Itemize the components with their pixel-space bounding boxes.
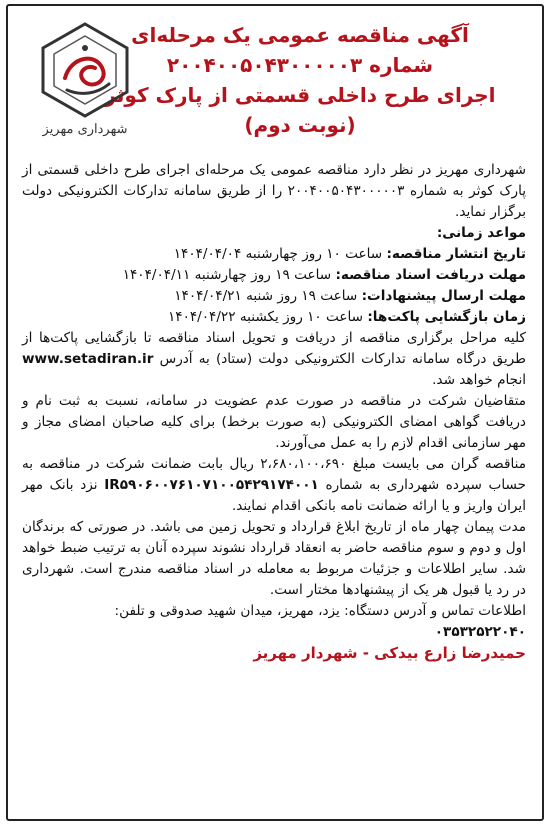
schedule-label: زمان بازگشایی پاکت‌ها:	[367, 309, 526, 325]
notice-body	[10, 160, 540, 664]
municipality-logo	[26, 16, 144, 156]
schedule-label: تاریخ انتشار مناقصه:	[386, 246, 526, 262]
signer-name: حمیدرضا زارع بیدکی - شهردار مهریز	[253, 644, 526, 662]
schedule-row-documents	[22, 265, 526, 286]
mehriz-municipality-logo-icon	[37, 20, 133, 120]
guarantee-text: مناقصه گران می بایست مبلغ ۲،۶۸۰،۱۰۰،۶۹۰ ریال بابت ضمانت شرکت در مناقصه به حساب سپرده شهرداری به شماره	[22, 456, 527, 493]
logo-caption: شهرداری مهریز	[42, 122, 128, 137]
schedule-value: ساعت ۱۰ روز یکشنبه ۱۴۰۴/۰۴/۲۲	[167, 309, 364, 325]
setadiran-link[interactable]: www.setadiran.ir	[22, 351, 154, 367]
process-paragraph	[22, 328, 526, 391]
notice-title-block	[100, 20, 500, 140]
guarantee-text-end: نزد بانک مهر ایران واریز و یا ارائه ضمانت نامه بانکی اقدام نمایند.	[22, 477, 526, 514]
schedule-label: مهلت ارسال پیشنهادات:	[361, 288, 526, 304]
iban-number: IR۵۹۰۶۰۰۷۶۱۰۷۱۰۰۵۴۲۹۱۷۴۰۰۱	[104, 477, 319, 493]
process-text: کلیه مراحل برگزاری مناقصه از دریافت و تحویل اسناد مناقصه تا بازگشایی پاکت‌ها از طریق درگاه سامانه تدارکات الکترونیکی دولت (ستاد) به آدرس	[22, 330, 527, 367]
intro-paragraph: شهرداری مهریز در نظر دارد مناقصه عمومی یک مرحله‌ای اجرای طرح داخلی قسمتی از پارک کوثر به شماره ۲۰۰۴۰۰۵۰۴۳۰۰۰۰۰۳ را از طریق سامانه تدارکات الکترونیکی دولت برگزار نماید.	[22, 162, 526, 220]
notice-header	[10, 8, 540, 160]
schedule-value: ساعت ۱۹ روز شنبه ۱۴۰۴/۰۴/۲۱	[174, 288, 358, 304]
registration-paragraph: متقاضیان شرکت در مناقصه در صورت عدم عضویت در سامانه، نسبت به ثبت نام و دریافت گواهی امضای الکترونیکی (به صورت برخط) برای کلیه صاحبان امضای مجاز و مهر سازمانی اقدام لازم را به عمل می‌آورند.	[22, 393, 526, 451]
round-label: (نوبت دوم)	[244, 113, 356, 137]
notice-title: آگهی مناقصه عمومی یک مرحله‌ای	[131, 23, 469, 47]
contact-paragraph: اطلاعات تماس و آدرس دستگاه: یزد، مهریز، میدان شهید صدوقی و تلفن:	[114, 603, 526, 619]
tender-number: شماره ۲۰۰۴۰۰۵۰۴۳۰۰۰۰۰۳	[166, 53, 434, 77]
schedule-heading: مواعد زمانی:	[436, 225, 526, 241]
schedule-value: ساعت ۱۰ روز چهارشنبه ۱۴۰۴/۰۴/۰۴	[173, 246, 383, 262]
schedule-row-submission	[22, 286, 526, 307]
schedule-row-publish	[22, 244, 526, 265]
schedule-row-opening	[22, 307, 526, 328]
process-text-end: انجام خواهد شد.	[432, 372, 526, 388]
schedule-value: ساعت ۱۹ روز چهارشنبه ۱۴۰۴/۰۴/۱۱	[122, 267, 332, 283]
contract-paragraph: مدت پیمان چهار ماه از تاریخ ابلاغ قرارداد و تحویل زمین می باشد. در صورتی که برندگان اول و دوم و سوم مناقصه حاضر به انعقاد قرارداد نشوند سپرده آنان به ترتیب ضبط خواهد شد. سایر اطلاعات و جزئیات مربوط به معامله در اسناد مناقصه مندرج است. شهرداری در رد یا قبول هر یک از پیشنهادها مختار است.	[22, 519, 526, 598]
contact-phone: ۰۳۵۳۲۵۲۲۰۴۰	[434, 624, 526, 640]
guarantee-paragraph	[22, 454, 526, 517]
schedule-label: مهلت دریافت اسناد مناقصه:	[335, 267, 526, 283]
project-title: اجرای طرح داخلی قسمتی از پارک کوثر	[104, 83, 496, 107]
